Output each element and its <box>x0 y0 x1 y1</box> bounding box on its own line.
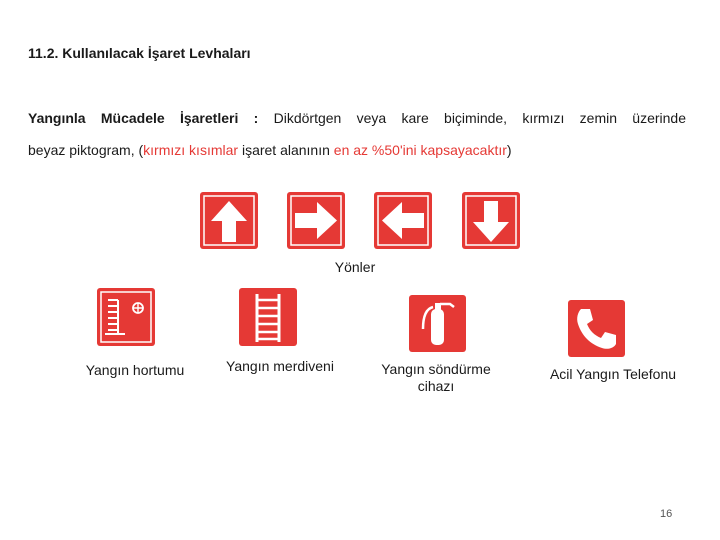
intro-line1-text: Dikdörtgen veya kare biçiminde, kırmızı zemin üzerinde <box>273 110 687 126</box>
emergency-phone-caption: Acil Yangın Telefonu <box>549 366 677 382</box>
intro-line2-part1: beyaz piktogram, ( <box>28 142 144 158</box>
fire-extinguisher-sign <box>409 295 466 352</box>
page-number: 16 <box>660 508 673 520</box>
fire-ladder-sign <box>239 288 297 346</box>
arrow-up-sign <box>200 192 258 249</box>
intro-red-text-2: en az %50'ini kapsayacaktır <box>333 142 507 158</box>
fire-extinguisher-caption-line-2: cihazı <box>417 378 455 394</box>
section-heading: 11.2. Kullanılacak İşaret Levhaları <box>28 45 251 61</box>
fire-hose-sign <box>97 288 155 346</box>
intro-line-2 <box>28 142 688 158</box>
arrow-up-icon <box>200 192 258 249</box>
intro-line2-part2: işaret alanının <box>238 142 334 158</box>
fire-ladder-icon <box>239 288 297 346</box>
fire-hose-caption: Yangın hortumu <box>85 362 185 378</box>
fire-extinguisher-caption <box>366 361 506 395</box>
arrow-right-icon <box>287 192 345 249</box>
directions-label: Yönler <box>334 259 376 275</box>
arrow-left-icon <box>374 192 432 249</box>
emergency-phone-icon <box>568 300 625 357</box>
arrow-down-sign <box>462 192 520 249</box>
fire-ladder-caption: Yangın merdiveni <box>226 358 334 374</box>
fire-hose-icon <box>97 288 155 346</box>
intro-line-1 <box>28 110 686 126</box>
fire-extinguisher-caption-line-1: Yangın söndürme <box>381 361 491 377</box>
arrow-right-sign <box>287 192 345 249</box>
emergency-phone-sign <box>568 300 625 357</box>
arrow-left-sign <box>374 192 432 249</box>
intro-title: Yangınla Mücadele İşaretleri : <box>28 110 259 126</box>
arrow-down-icon <box>462 192 520 249</box>
fire-extinguisher-icon <box>409 295 466 352</box>
intro-red-text-1: kırmızı kısımlar <box>143 142 239 158</box>
intro-line2-part3: ) <box>506 142 512 158</box>
